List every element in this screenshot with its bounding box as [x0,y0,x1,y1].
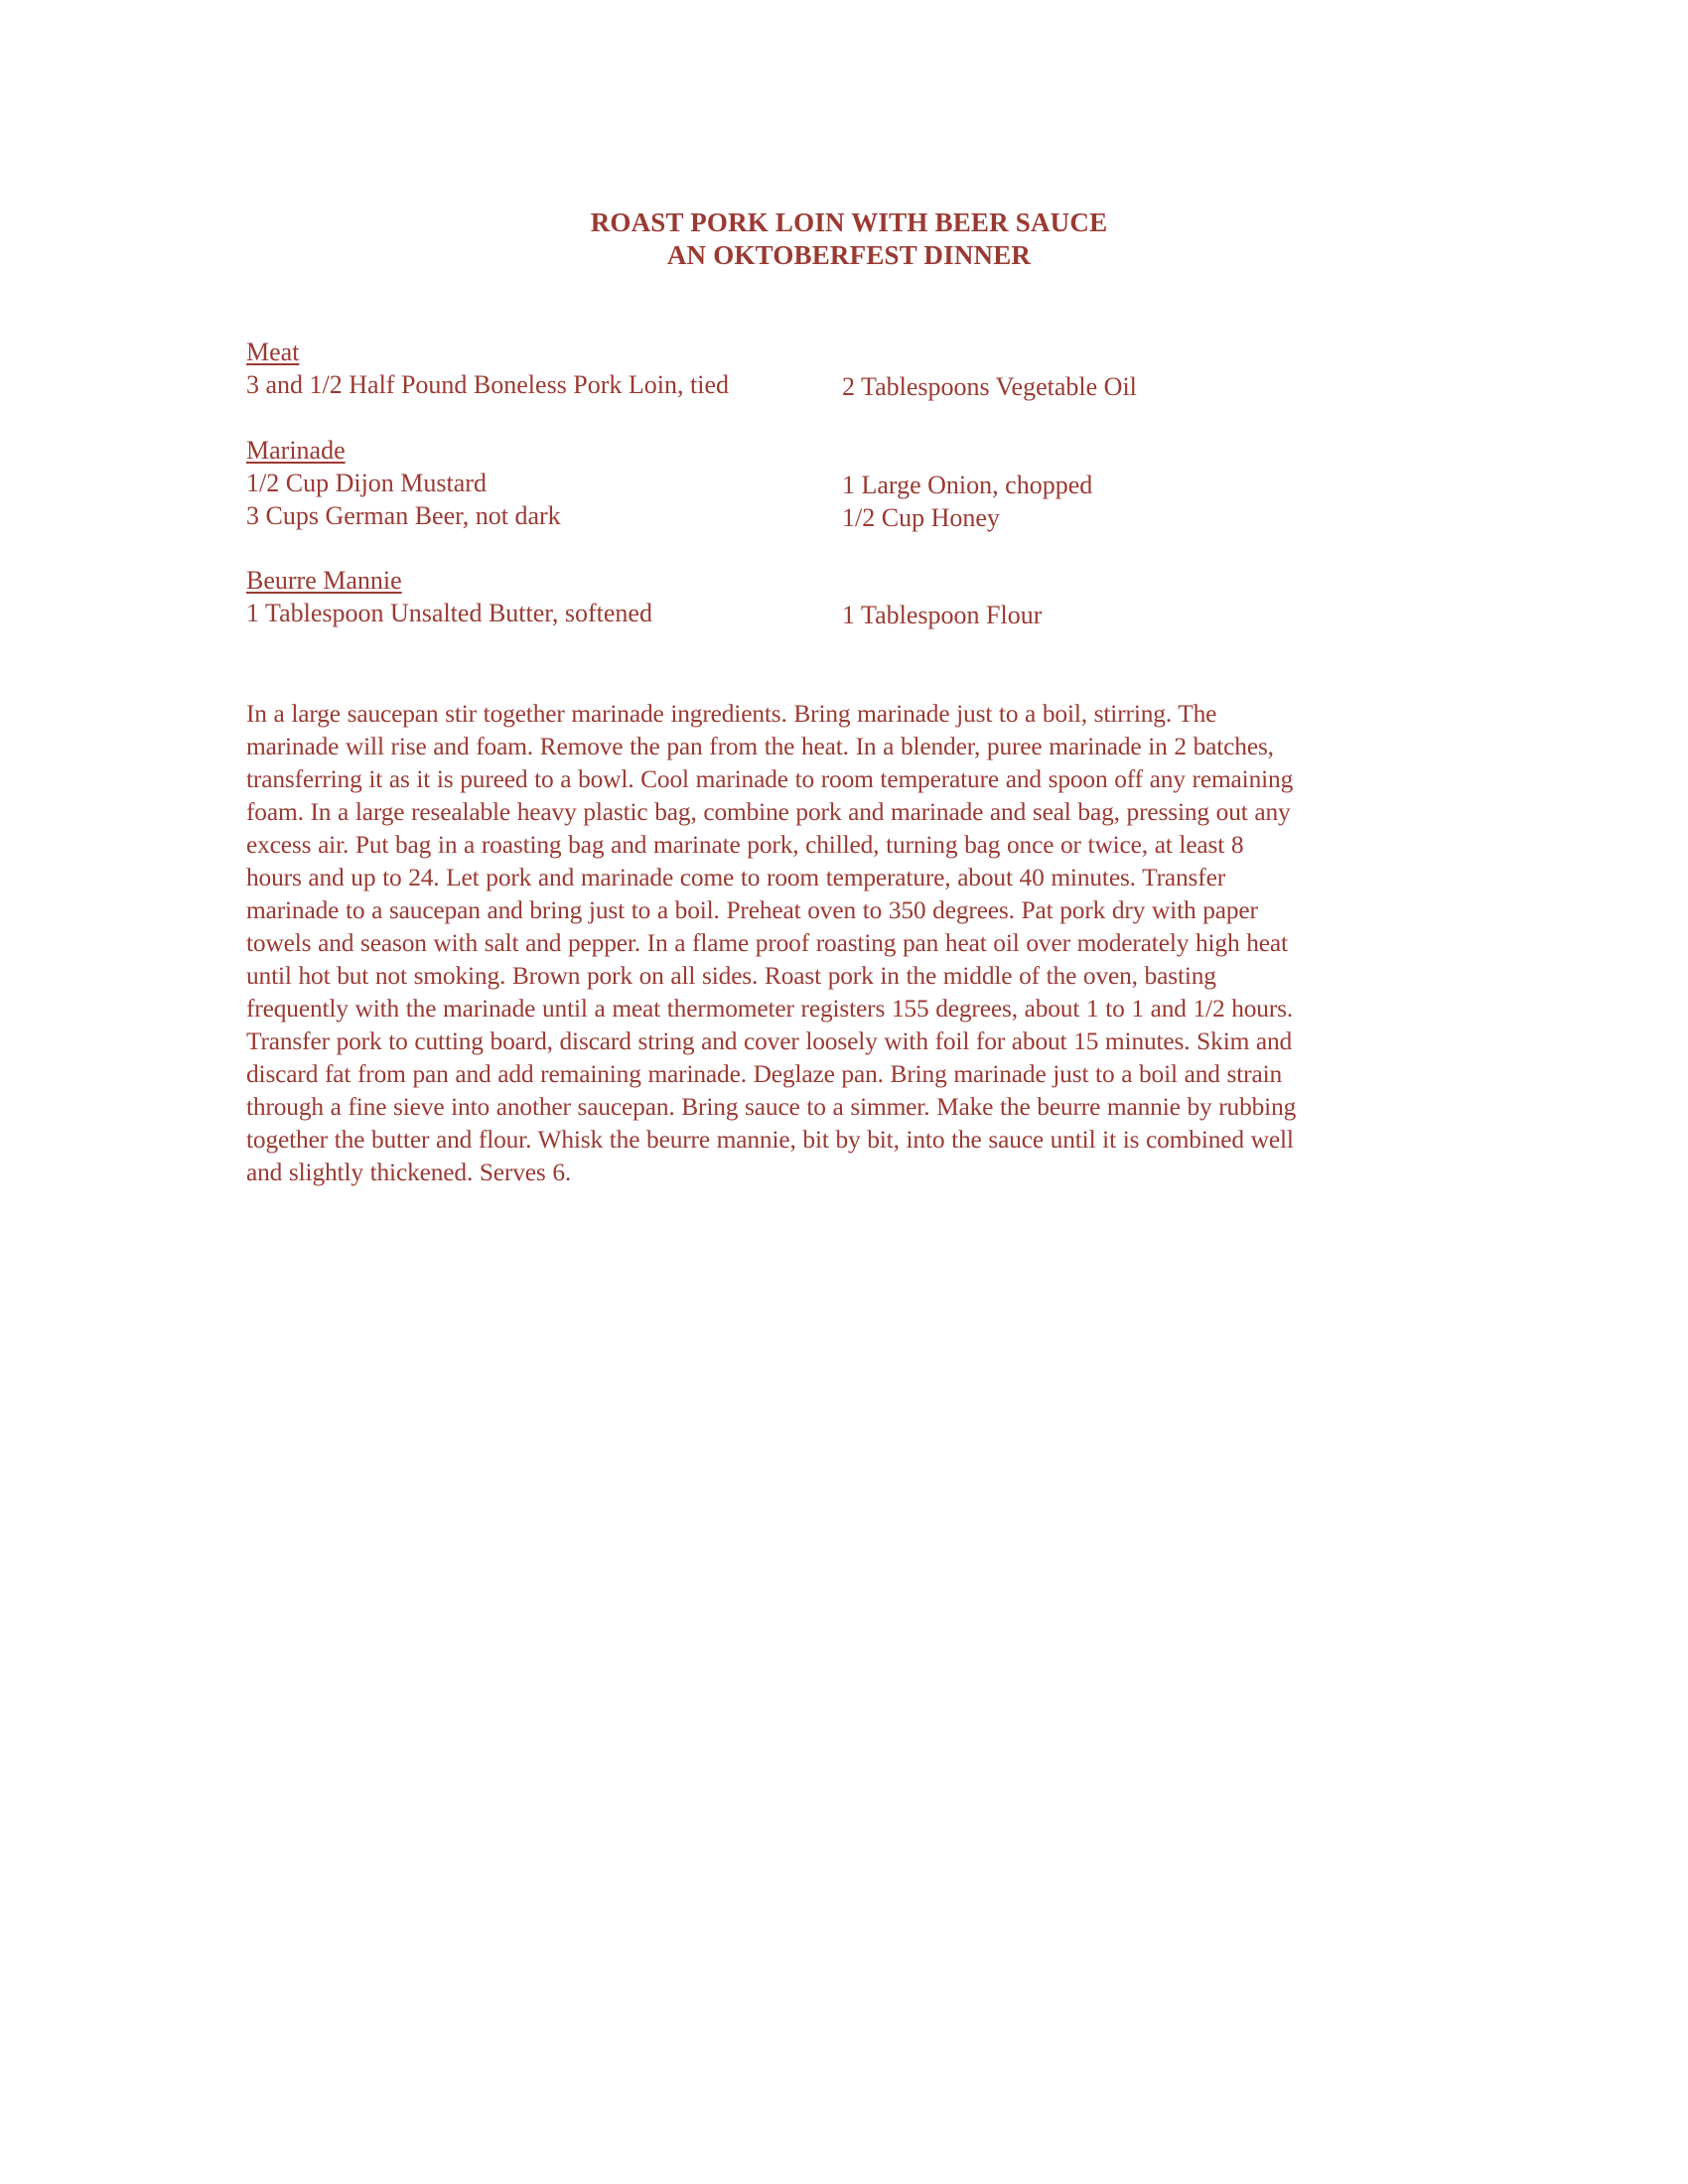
instruction-line: transferring it as it is pureed to a bowl. Cool marinade to room temperature and spoon off any remaining [246,765,1294,793]
instruction-line: towels and season with salt and pepper. In a flame proof roasting pan heat oil over moderately high heat [246,929,1288,957]
ingredient-flour: 1 Tablespoon Flour [842,601,1043,629]
ingredient-pork-loin: 3 and 1/2 Half Pound Boneless Pork Loin, tied [246,370,730,399]
section-beurre-mannie [246,564,1438,629]
section-heading-marinade: Marinade [246,436,346,465]
instruction-line: In a large saucepan stir together marinade ingredients. Bring marinade just to a boil, stirring. The [246,700,1217,728]
section-meat [246,336,1438,401]
instruction-line: foam. In a large resealable heavy plastic bag, combine pork and marinade and seal bag, pressing out any [246,798,1291,826]
instruction-line: marinade will rise and foam. Remove the pan from the heat. In a blender, puree marinade in 2 batches, [246,733,1274,760]
ingredient-onion: 1 Large Onion, chopped [842,471,1093,499]
ingredient-german-beer: 3 Cups German Beer, not dark [246,501,561,530]
ingredient-row [246,499,1438,532]
instructions-paragraph [246,698,1434,1189]
instruction-line: excess air. Put bag in a roasting bag and marinate pork, chilled, turning bag once or twice, at least 8 [246,831,1244,859]
ingredient-dijon-mustard: 1/2 Cup Dijon Mustard [246,469,487,497]
ingredient-vegetable-oil: 2 Tablespoons Vegetable Oil [842,372,1137,401]
instruction-line: frequently with the marinade until a meat thermometer registers 155 degrees, about 1 to 1 and 1/2 hours. [246,995,1294,1023]
instruction-line: hours and up to 24. Let pork and marinade come to room temperature, about 40 minutes. Transfer [246,864,1226,891]
instruction-line: Transfer pork to cutting board, discard string and cover loosely with foil for about 15 minutes. Skim and [246,1027,1293,1055]
title-line-2: AN OKTOBERFEST DINNER [666,240,1032,270]
ingredient-row [246,597,1438,629]
ingredient-row [246,467,1438,499]
section-heading-meat: Meat [246,338,300,366]
instruction-line: marinade to a saucepan and bring just to a boil. Preheat oven to 350 degrees. Pat pork dry with paper [246,896,1258,924]
instruction-line: through a fine sieve into another saucepan. Bring sauce to a simmer. Make the beurre mannie by rubbing [246,1093,1297,1121]
instruction-line: and slightly thickened. Serves 6. [246,1159,572,1186]
section-heading-beurre-mannie: Beurre Mannie [246,566,402,595]
ingredient-honey: 1/2 Cup Honey [842,503,1000,532]
ingredient-row [246,368,1438,401]
ingredient-butter: 1 Tablespoon Unsalted Butter, softened [246,599,652,627]
recipe-title [0,206,1688,272]
section-marinade [246,434,1438,532]
instruction-line: together the butter and flour. Whisk the beurre mannie, bit by bit, into the sauce until it is combined well [246,1126,1294,1154]
instruction-line: discard fat from pan and add remaining marinade. Deglaze pan. Bring marinade just to a boil and strain [246,1060,1283,1088]
instruction-line: until hot but not smoking. Brown pork on all sides. Roast pork in the middle of the oven, basting [246,962,1216,990]
title-line-1: ROAST PORK LOIN WITH BEER SAUCE [590,207,1108,237]
